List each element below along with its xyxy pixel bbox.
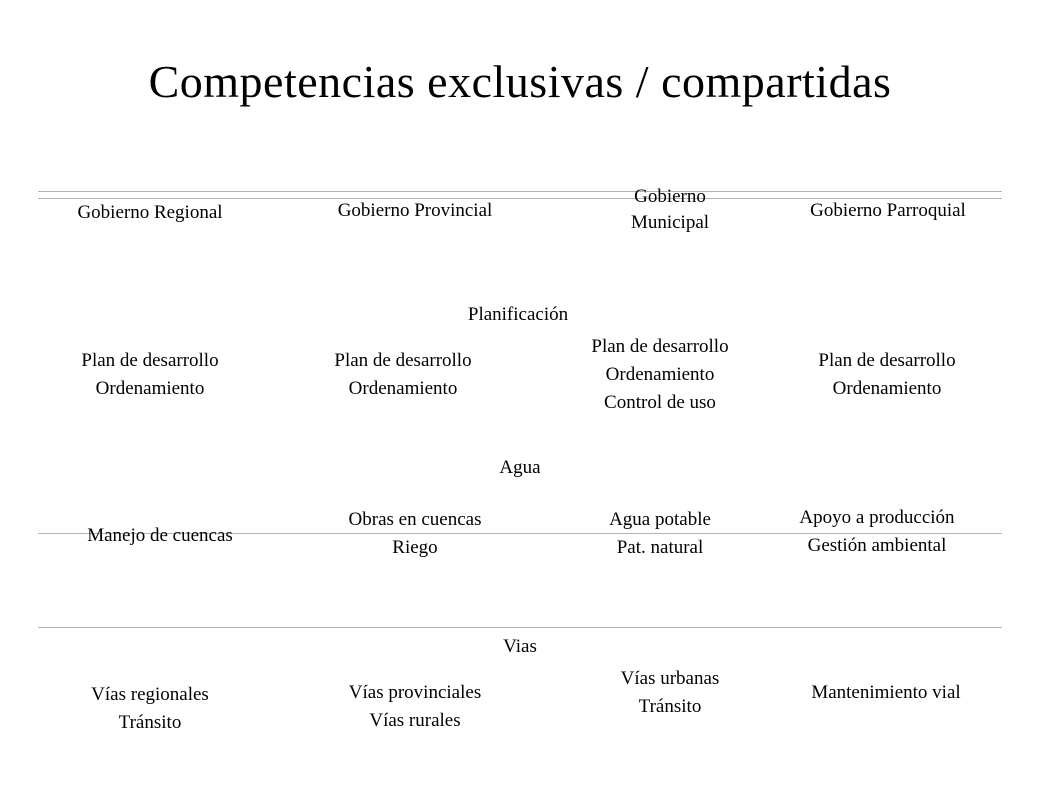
header-gobierno-parroquial: Gobierno Parroquial xyxy=(810,200,966,221)
cell-planificacion-provincial: Plan de desarrollo Ordenamiento xyxy=(334,350,472,399)
cell-planificacion-municipal: Plan de desarrollo Ordenamiento Control de uso xyxy=(591,336,729,413)
cell-planificacion-parroquial: Plan de desarrollo Ordenamiento xyxy=(818,350,956,399)
cell-vias-provincial: Vías provinciales Vías rurales xyxy=(348,682,482,731)
header-gobierno-regional: Gobierno Regional xyxy=(77,202,223,223)
cell-agua-parroquial: Apoyo a producción Gestión ambiental xyxy=(799,507,955,556)
page-title: Competencias exclusivas / compartidas xyxy=(148,56,892,107)
cell-agua-municipal: Agua potable Pat. natural xyxy=(609,509,711,558)
cell-vias-municipal: Vías urbanas Tránsito xyxy=(620,668,720,717)
header-gobierno-municipal: Gobierno Municipal xyxy=(630,186,710,233)
section-label-planificacion: Planificación xyxy=(467,304,569,325)
header-gobierno-provincial: Gobierno Provincial xyxy=(337,200,493,221)
divider xyxy=(38,191,1002,192)
divider xyxy=(38,627,1002,628)
cell-agua-provincial: Obras en cuencas Riego xyxy=(348,509,482,558)
cell-planificacion-regional: Plan de desarrollo Ordenamiento xyxy=(81,350,219,399)
cell-vias-regional: Vías regionales Tránsito xyxy=(91,684,209,733)
cell-vias-parroquial: Mantenimiento vial xyxy=(811,682,961,703)
section-label-vias: Vias xyxy=(503,636,537,657)
cell-agua-regional: Manejo de cuencas xyxy=(87,525,233,546)
section-label-agua: Agua xyxy=(499,457,541,478)
